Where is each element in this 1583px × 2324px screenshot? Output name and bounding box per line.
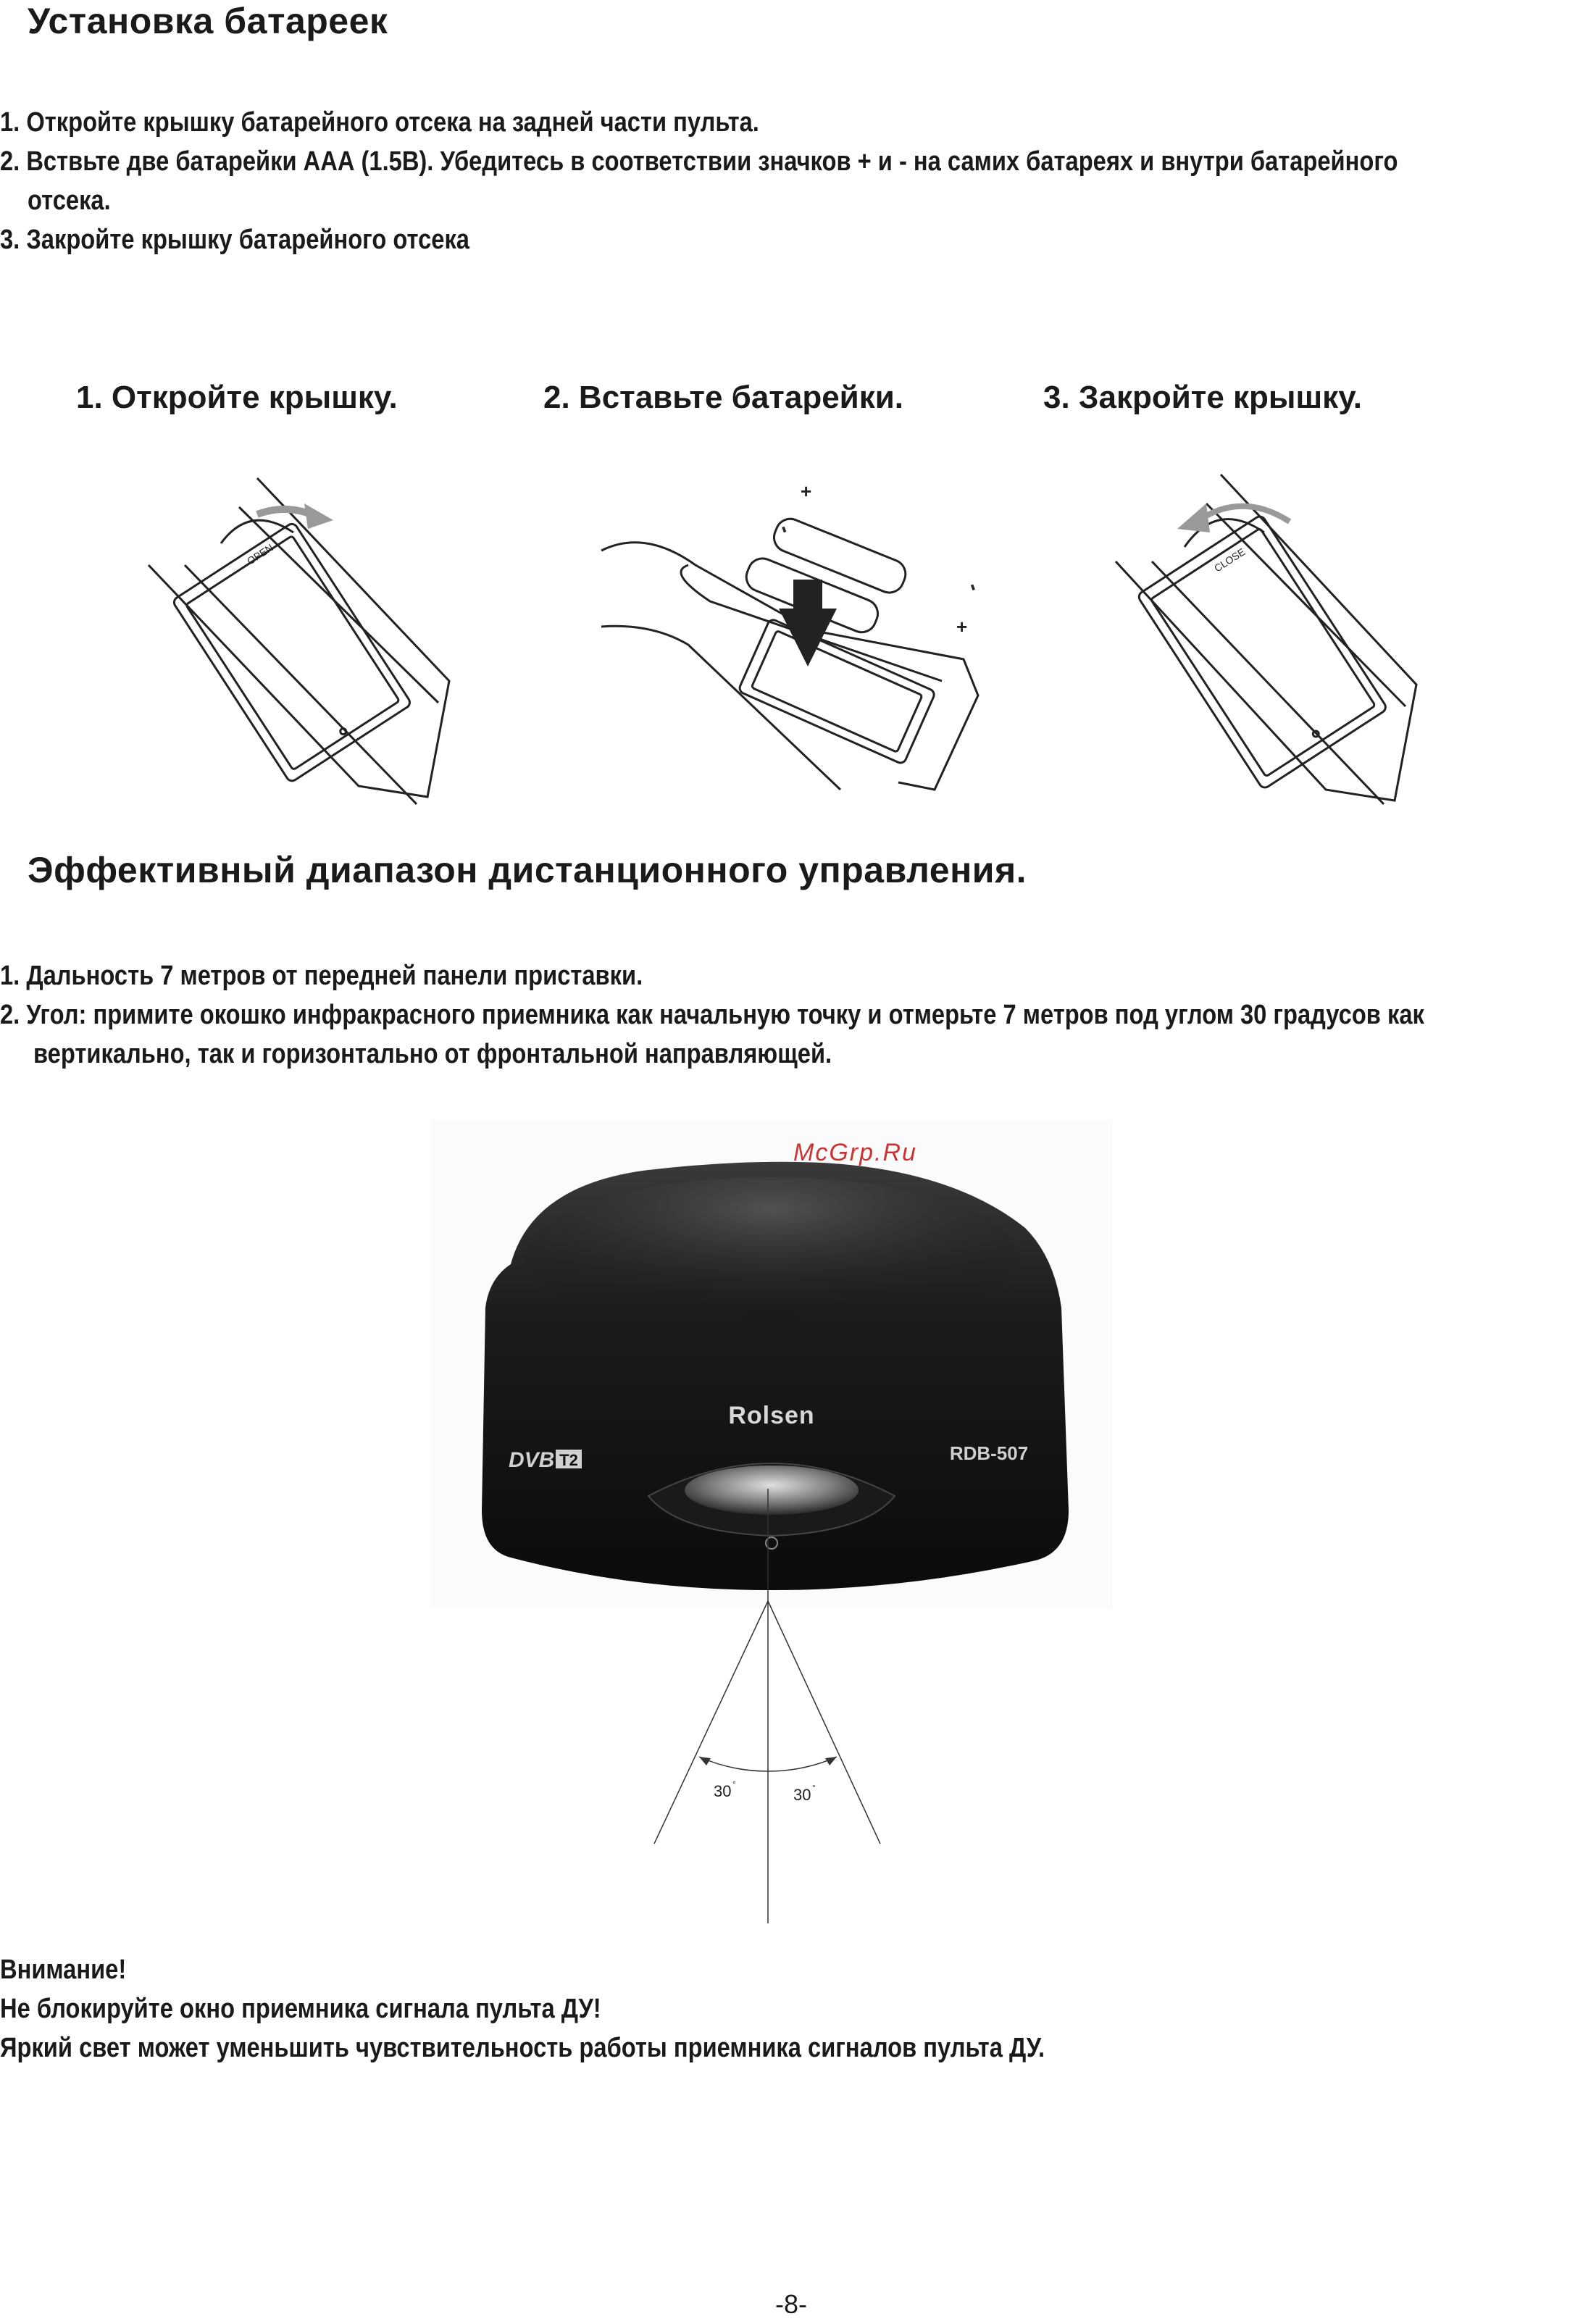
angle-left-degree: °	[732, 1779, 736, 1789]
range-section-title: Эффективный диапазон дистанционного управления.	[28, 850, 1027, 890]
range-item-2-cont: вертикально, так и горизонтально от фронтальной направляющей.	[33, 1039, 832, 1069]
caption-close-cover: 3. Закройте крышку.	[1043, 380, 1363, 415]
angle-right-degree: °	[812, 1783, 816, 1793]
receiver-range-diagram	[431, 1119, 1112, 1938]
battery-section-title: Установка батареек	[28, 1, 388, 41]
battery-step-2: 2. Вствьте две батарейки ААА (1.5В). Убедитесь в соответствии значков + и - на самих батареях и внутри батарейного	[0, 146, 1398, 177]
caption-open-cover: 1. Откройте крышку.	[76, 380, 398, 415]
close-label: CLOSE	[1211, 546, 1248, 574]
polarity-minus-right: -	[961, 579, 987, 595]
angle-right-label: 30	[793, 1786, 811, 1804]
page-number: -8-	[775, 2289, 807, 2319]
warning-title: Внимание!	[0, 1955, 127, 1985]
polarity-plus-bottom: +	[956, 616, 968, 638]
angle-left-label: 30	[714, 1782, 732, 1800]
brand-logo: Rolsen	[728, 1402, 815, 1429]
battery-step-2-cont: отсека.	[28, 185, 111, 216]
range-item-2: 2. Угол: примите окошко инфракрасного приемника как начальную точку и отмерьте 7 метров под углом 30 градусов как	[0, 1000, 1424, 1030]
remote-close-cover-illustration	[1108, 460, 1427, 808]
warning-line-1: Не блокируйте окно приемника сигнала пульта ДУ!	[0, 1994, 601, 2024]
watermark: McGrp.Ru	[793, 1139, 917, 1166]
model-label: RDB-507	[949, 1442, 1029, 1464]
ir-receiver-window	[685, 1466, 859, 1515]
open-label: OPEN	[244, 541, 275, 567]
polarity-plus-top: +	[801, 480, 812, 502]
battery-step-3: 3. Закройте крышку батарейного отсека	[0, 225, 469, 255]
remote-insert-batteries-illustration	[601, 478, 987, 819]
caption-insert-batteries: 2. Вставьте батарейки.	[543, 380, 904, 415]
svg-text:DVB: DVB	[509, 1448, 555, 1472]
battery-step-1: 1. Откройте крышку батарейного отсека на задней части пульта.	[0, 107, 759, 138]
warning-line-2: Яркий свет может уменьшить чувствительность работы приемника сигналов пульта ДУ.	[0, 2033, 1045, 2063]
svg-text:T2: T2	[559, 1451, 578, 1469]
remote-open-cover-illustration	[141, 464, 460, 804]
polarity-minus-left: -	[772, 521, 798, 537]
range-item-1: 1. Дальность 7 метров от передней панели приставки.	[0, 961, 643, 991]
dvb-t2-logo	[509, 1448, 582, 1472]
